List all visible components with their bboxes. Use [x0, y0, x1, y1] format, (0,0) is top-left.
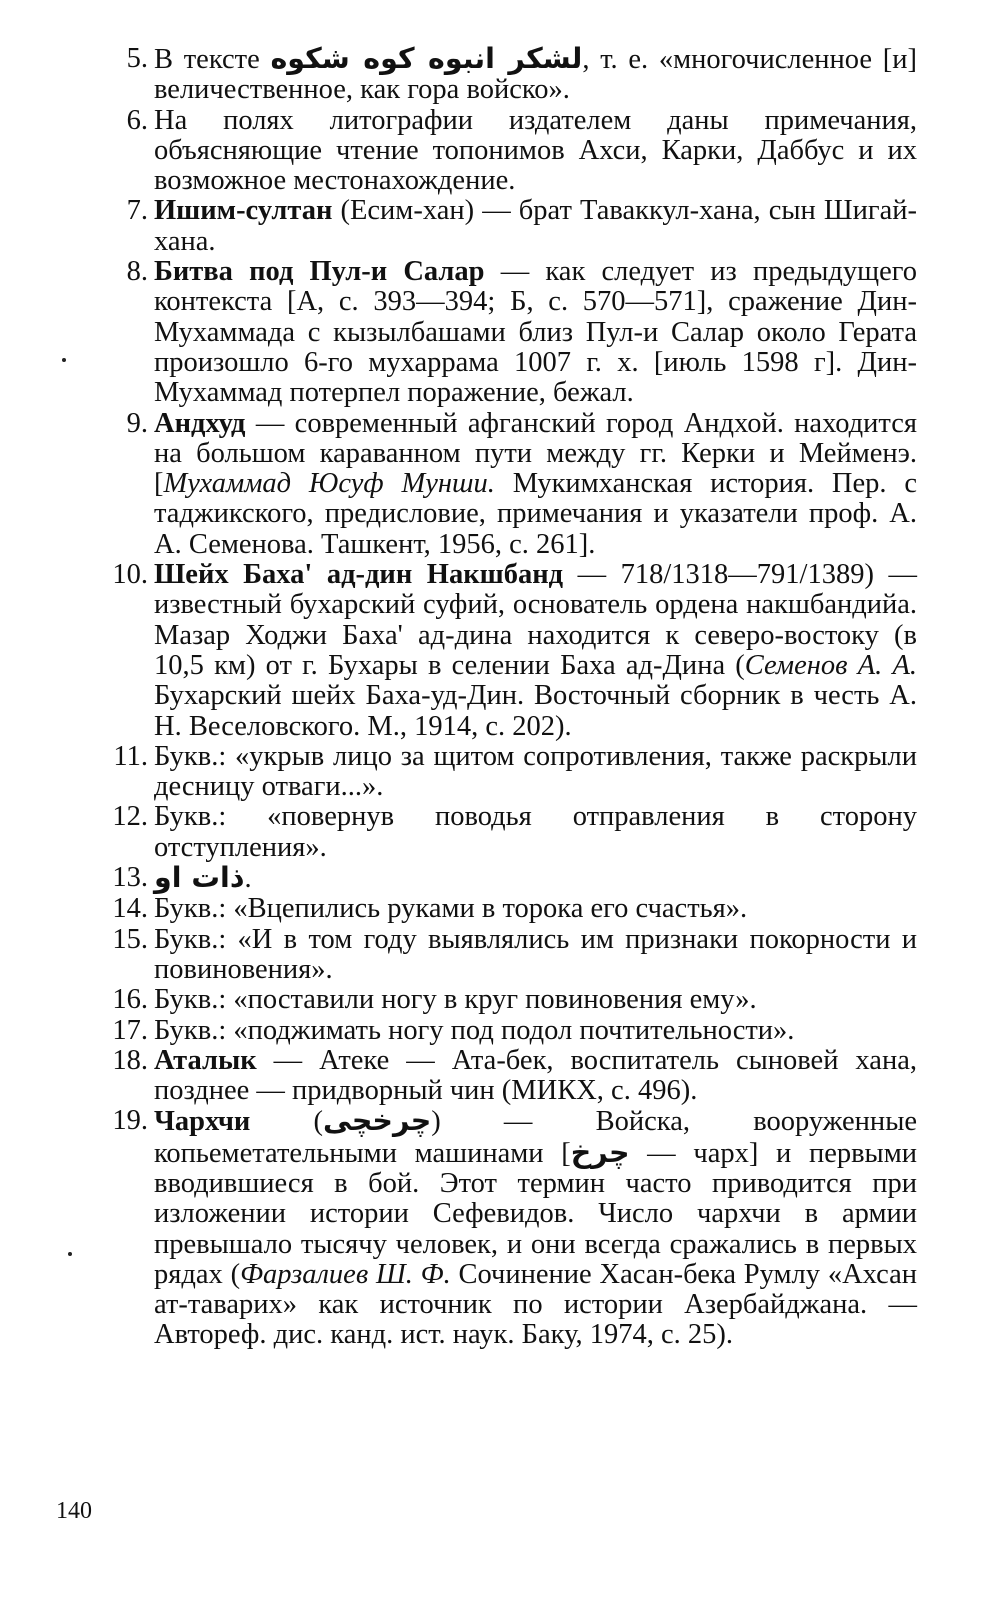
endnote-item [96, 863, 917, 894]
endnote-term: Аталык [154, 1044, 257, 1076]
endnote-text [148, 106, 917, 197]
endnote-text-run: Букв.: «укрыв лицо за щитом сопротивления, также раскрыли десницу отваги...». [154, 740, 917, 803]
endnote-text-run: Букв.: «повернув поводья отправления в сторону отступления». [154, 801, 917, 863]
endnote-number: 15. [112, 923, 148, 955]
endnote-text [148, 409, 917, 560]
endnote-term: Шейх Баха' ад-дин Накшбанд [154, 559, 564, 591]
citation-author: Фарзалиев Ш. Ф. [240, 1258, 451, 1290]
endnote-text [148, 863, 917, 894]
endnote-item [96, 257, 917, 408]
endnote-item [96, 196, 917, 257]
endnote-text [148, 44, 917, 106]
arabic-script-phrase: چرخچی [323, 1104, 432, 1138]
endnote-item [96, 1046, 917, 1107]
endnote-text-run: , т. е. «многочисленное [и] величественное, как гора войско». [154, 44, 917, 106]
endnote-text-run: На полях литографии издателем даны примечания, объясняющие чтение топонимов Ахси, Карки, Даббус и их возможное местонахождение. [154, 104, 917, 197]
endnote-term: Битва под Пул-и Салар [154, 256, 485, 288]
endnote-text-run: — 718/1318—791/1389) — известный бухарский суфий, основатель ордена накшбандийа. Мазар Ходжи Баха' ад-дина находится к северо-востоку (в 10,5 км) от г. Бухары в селении Баха ад-Дина ( [154, 559, 917, 681]
endnote-text-run: ) — Войска, вооруженные копьеметательными машинами [ [154, 1106, 917, 1169]
endnote-item [96, 925, 917, 986]
endnote-number: 17. [112, 1014, 148, 1046]
endnote-text-run: Букв.: «поджимать ногу под подол почтительности». [154, 1014, 795, 1046]
endnote-number: 19. [112, 1105, 148, 1137]
endnote-text-run: Сочинение Хасан-бека Румлу «Ахсан ат-таварих» как источник по истории Азербайджана. — Автореф. дис. канд. ист. наук. Баку, 1974, с. 25). [154, 1258, 918, 1351]
endnote-text-run: — чарх] и первыми вводившиеся в бой. Этот термин часто приводится при изложении истории Сефевидов. Число чархчи в армии превышало тысячу человек, и они всегда сражались в первых рядах ( [154, 1137, 917, 1290]
endnote-text-run: — как следует из предыдущего контекста [А, с. 393—394; Б, с. 570—571], сражение Дин-Мухаммада с кызылбашами близ Пул-и Салар около Герата произошло 6-го мухаррама 1007 г. х. [июль 1598 г]. Дин-Мухаммад потерпел поражение, бежал. [154, 256, 917, 409]
endnote-term: Ишим-султан [154, 195, 333, 227]
arabic-script-phrase: چرخ [570, 1135, 630, 1169]
endnote-text [148, 985, 917, 1015]
endnote-text-run: (Есим-хан) — брат Таваккул-хана, сын Шигай-хана. [154, 195, 917, 257]
endnote-text-run: . [244, 863, 252, 895]
endnote-number: 7. [126, 195, 148, 227]
endnote-text [148, 802, 917, 863]
endnote-number: 9. [126, 407, 148, 439]
endnotes-list [96, 44, 917, 1351]
endnote-number: 11. [113, 740, 148, 772]
endnote-text-run: Букв.: «Вцепились руками в торока его счастья». [154, 893, 748, 925]
endnote-text [148, 1106, 917, 1350]
endnote-text-run: Букв.: «И в том году выявлялись им признаки покорности и повиновения». [154, 923, 917, 985]
endnote-number: 13. [112, 862, 148, 894]
endnote-text [148, 196, 917, 257]
page-number: 140 [56, 1498, 92, 1524]
endnote-item [96, 802, 917, 863]
endnote-number: 5. [126, 43, 148, 74]
endnote-number: 16. [112, 984, 148, 1016]
endnote-text [148, 257, 917, 408]
endnote-text [148, 1016, 917, 1046]
endnote-text-run: — современный афганский город Андхой. находится на большом караванном пути между гг. Керки и Мейменэ. [ [154, 407, 917, 500]
endnote-text-run: — Атеке — Ата-бек, воспитатель сыновей хана, позднее — придворный чин (МИКХ, с. 496). [154, 1044, 917, 1107]
citation-author: Мухаммад Юсуф Мунши. [163, 468, 495, 500]
endnote-number: 10. [112, 559, 148, 591]
endnote-text [148, 894, 917, 924]
endnote-item [96, 1106, 917, 1350]
endnote-item [96, 106, 917, 197]
citation-author: Семенов А. А. [744, 649, 917, 681]
endnote-item [96, 894, 917, 924]
endnote-text [148, 1046, 917, 1107]
endnote-text [148, 742, 917, 803]
endnote-item [96, 1016, 917, 1046]
endnote-number: 6. [126, 104, 148, 136]
arabic-script-phrase: لشکر انبوه کوه شکوه [270, 42, 583, 75]
print-speck [68, 1252, 72, 1256]
endnote-text-run: Мукимханская история. Пер. с таджикского, предисловие, примечания и указатели проф. А. А. Семенова. Ташкент, 1956, с. 261]. [154, 468, 917, 560]
endnote-item [96, 742, 917, 803]
endnote-number: 14. [112, 893, 148, 925]
print-speck [62, 358, 66, 362]
endnote-text-run: В тексте [154, 44, 271, 75]
endnote-item [96, 560, 917, 742]
endnote-text [148, 925, 917, 986]
endnote-item [96, 409, 917, 560]
endnote-number: 12. [112, 801, 148, 833]
endnote-number: 8. [126, 256, 148, 288]
endnote-item [96, 44, 917, 106]
endnote-item [96, 985, 917, 1015]
endnote-term: Чархчи [154, 1106, 251, 1138]
endnote-text-run: Бухарский шейх Баха-уд-Дин. Восточный сборник в честь А. Н. Веселовского. М., 1914, с. 202). [154, 680, 917, 742]
endnote-text-run: Букв.: «поставили ногу в круг повиновения ему». [154, 984, 757, 1016]
endnote-text [148, 560, 917, 742]
endnote-number: 18. [112, 1044, 148, 1076]
arabic-script-phrase: ذات او [154, 861, 245, 895]
endnote-text-run: ( [250, 1106, 324, 1138]
endnote-term: Андхуд [154, 407, 246, 439]
